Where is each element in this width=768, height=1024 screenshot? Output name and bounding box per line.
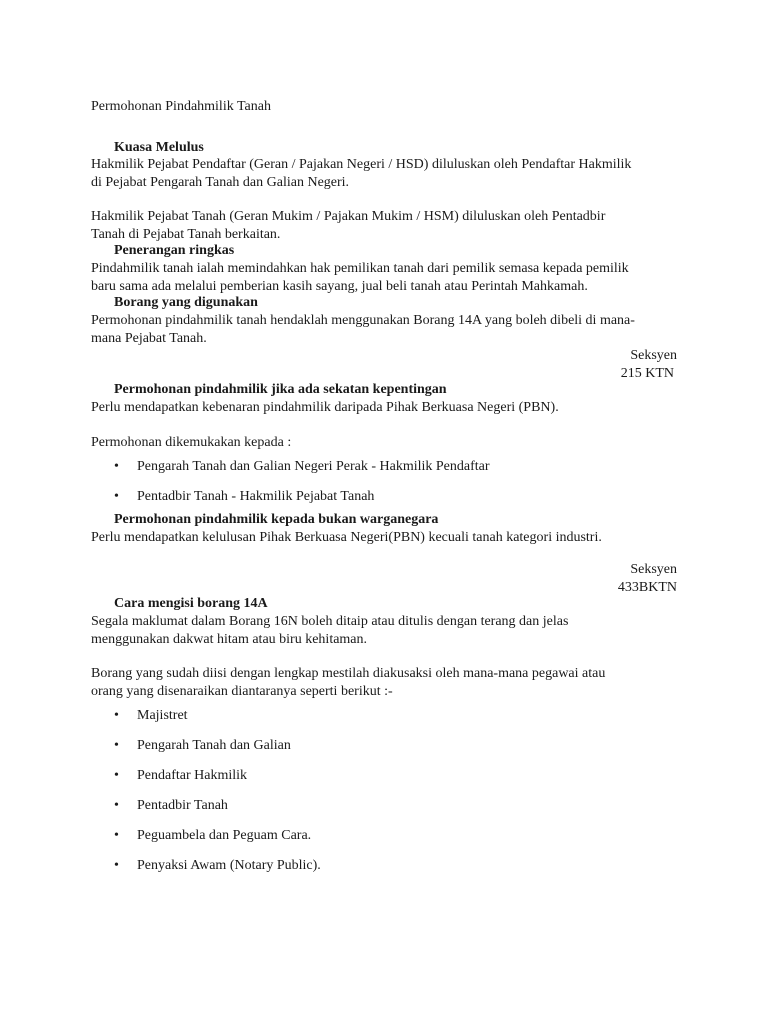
borang-para-line1: Permohonan pindahmilik tanah hendaklah menggunakan Borang 14A yang boleh dibeli di mana- <box>91 313 635 328</box>
sekatan-intro: Permohonan dikemukakan kepada : <box>91 435 292 450</box>
cara-para1-line2: menggunakan dakwat hitam atau biru kehitaman. <box>91 632 368 647</box>
list-item-text: Pengarah Tanah dan Galian Negeri Perak - Hakmilik Pendaftar <box>137 459 490 474</box>
penerangan-para-line2: baru sama ada melalui pemberian kasih sayang, jual beli tanah atau Perintah Mahkamah. <box>91 279 588 294</box>
warganegara-para: Perlu mendapatkan kelulusan Pihak Berkuasa Negeri(PBN) kecuali tanah kategori industri. <box>91 530 602 545</box>
bullet-marker: • <box>114 708 119 723</box>
heading-bukan-warganegara: Permohonan pindahmilik kepada bukan warganegara <box>114 512 439 527</box>
cara-para2-line1: Borang yang sudah diisi dengan lengkap mestilah diakusaksi oleh mana-mana pegawai atau <box>91 666 606 681</box>
kuasa-para2-line2: Tanah di Pejabat Tanah berkaitan. <box>91 227 281 242</box>
list-item-text: Penyaksi Awam (Notary Public). <box>137 858 321 873</box>
list-item-text: Pendaftar Hakmilik <box>137 768 248 783</box>
kuasa-para2-line1: Hakmilik Pejabat Tanah (Geran Mukim / Pajakan Mukim / HSM) diluluskan oleh Pentadbir <box>91 209 606 224</box>
bullet-marker: • <box>114 858 119 873</box>
list-item-text: Pentadbir Tanah - Hakmilik Pejabat Tanah <box>137 489 375 504</box>
bullet-marker: • <box>114 828 119 843</box>
borang-ref-number: 215 KTN <box>620 366 674 381</box>
heading-penerangan-ringkas: Penerangan ringkas <box>114 243 235 258</box>
list-item-text: Pentadbir Tanah <box>137 798 228 813</box>
heading-borang-digunakan: Borang yang digunakan <box>114 295 258 310</box>
bullet-marker: • <box>114 489 119 504</box>
heading-cara-mengisi: Cara mengisi borang 14A <box>114 596 268 611</box>
kuasa-para1-line1: Hakmilik Pejabat Pendaftar (Geran / Pajakan Negeri / HSD) diluluskan oleh Pendaftar Hakmilik <box>91 157 632 172</box>
bullet-marker: • <box>114 768 119 783</box>
cara-para2-line2: orang yang disenaraikan diantaranya seperti berikut :- <box>91 684 393 699</box>
list-item-text: Majistret <box>137 708 188 723</box>
borang-ref-seksyen: Seksyen <box>630 348 677 363</box>
list-item-text: Pengarah Tanah dan Galian <box>137 738 291 753</box>
bullet-marker: • <box>114 459 119 474</box>
sekatan-para: Perlu mendapatkan kebenaran pindahmilik daripada Pihak Berkuasa Negeri (PBN). <box>91 400 559 415</box>
warganegara-ref-number: 433BKTN <box>617 580 677 595</box>
warganegara-ref-seksyen: Seksyen <box>630 562 677 577</box>
bullet-marker: • <box>114 738 119 753</box>
heading-kuasa-melulus: Kuasa Melulus <box>114 140 204 155</box>
kuasa-para1-line2: di Pejabat Pengarah Tanah dan Galian Negeri. <box>91 175 350 190</box>
penerangan-para-line1: Pindahmilik tanah ialah memindahkan hak pemilikan tanah dari pemilik semasa kepada pemilik <box>91 261 629 276</box>
heading-sekatan-kepentingan: Permohonan pindahmilik jika ada sekatan kepentingan <box>114 382 447 397</box>
page-title: Permohonan Pindahmilik Tanah <box>91 99 271 114</box>
borang-para-line2: mana Pejabat Tanah. <box>91 331 207 346</box>
list-item-text: Peguambela dan Peguam Cara. <box>137 828 312 843</box>
cara-para1-line1: Segala maklumat dalam Borang 16N boleh ditaip atau ditulis dengan terang dan jelas <box>91 614 569 629</box>
bullet-marker: • <box>114 798 119 813</box>
